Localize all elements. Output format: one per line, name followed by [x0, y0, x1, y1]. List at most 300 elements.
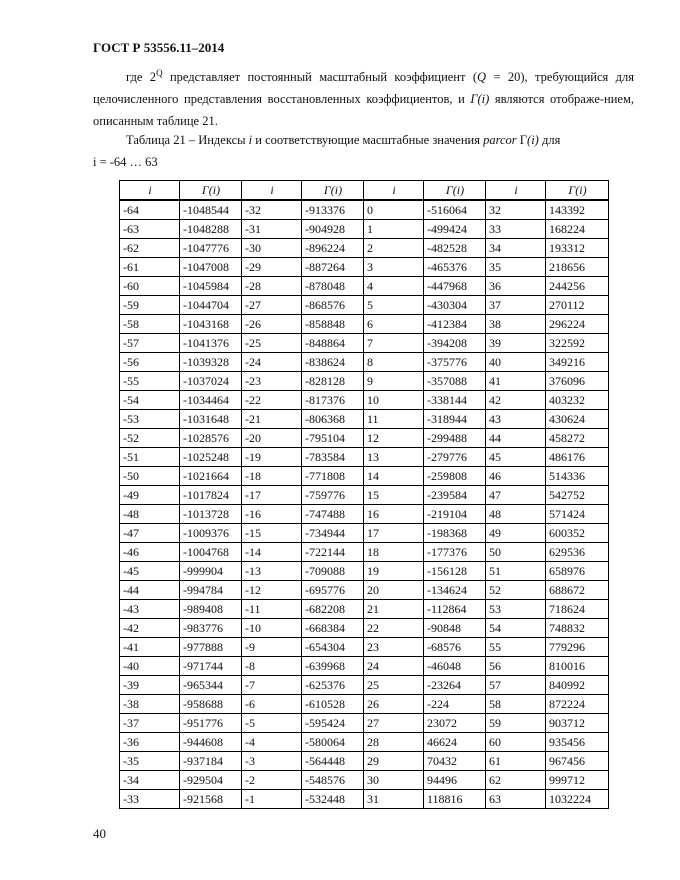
- table-row: [120, 562, 609, 581]
- table-cell: -52: [120, 429, 180, 448]
- table-cell: 17: [364, 524, 424, 543]
- table-cell: 658976: [546, 562, 609, 581]
- table-cell: -49: [120, 486, 180, 505]
- table-row: [120, 410, 609, 429]
- table-cell: 1032224: [546, 790, 609, 809]
- table-cell: -734944: [302, 524, 364, 543]
- table-caption: Таблица 21 – Индексы i и соответствующие масштабные значения parcor Γ(i) для i = -64 … 63: [93, 133, 561, 169]
- table-cell: -858848: [302, 315, 364, 334]
- table-cell: -878048: [302, 277, 364, 296]
- table-cell: 58: [486, 695, 546, 714]
- table-cell: 11: [364, 410, 424, 429]
- table-cell: 46624: [424, 733, 486, 752]
- table-cell: 37: [486, 296, 546, 315]
- table-cell: -50: [120, 467, 180, 486]
- table-cell: -1013728: [180, 505, 242, 524]
- table-cell: 62: [486, 771, 546, 790]
- table-cell: -1009376: [180, 524, 242, 543]
- table-cell: -9: [242, 638, 302, 657]
- table-cell: 25: [364, 676, 424, 695]
- table-cell: 6: [364, 315, 424, 334]
- table-cell: 244256: [546, 277, 609, 296]
- table-cell: -977888: [180, 638, 242, 657]
- table-cell: 2: [364, 239, 424, 258]
- column-header: i: [486, 181, 546, 201]
- table-cell: 840992: [546, 676, 609, 695]
- table-cell: 48: [486, 505, 546, 524]
- table-cell: 458272: [546, 429, 609, 448]
- table-cell: 19: [364, 562, 424, 581]
- table-cell: 322592: [546, 334, 609, 353]
- table-cell: -625376: [302, 676, 364, 695]
- table-cell: -53: [120, 410, 180, 429]
- table-cell: -19: [242, 448, 302, 467]
- table-row: [120, 505, 609, 524]
- table-cell: -817376: [302, 391, 364, 410]
- table-cell: 270112: [546, 296, 609, 315]
- table-cell: -59: [120, 296, 180, 315]
- table-cell: -45: [120, 562, 180, 581]
- table-cell: -944608: [180, 733, 242, 752]
- table-cell: -43: [120, 600, 180, 619]
- table-cell: -848864: [302, 334, 364, 353]
- table-cell: -60: [120, 277, 180, 296]
- table-row: [120, 220, 609, 239]
- table-cell: 49: [486, 524, 546, 543]
- table-cell: 486176: [546, 448, 609, 467]
- table-row: [120, 372, 609, 391]
- table-row: [120, 676, 609, 695]
- table-cell: -682208: [302, 600, 364, 619]
- table-cell: -548576: [302, 771, 364, 790]
- table-cell: -38: [120, 695, 180, 714]
- table-cell: -795104: [302, 429, 364, 448]
- table-cell: -447968: [424, 277, 486, 296]
- table-cell: -58: [120, 315, 180, 334]
- column-header: i: [120, 181, 180, 201]
- table-cell: -709088: [302, 562, 364, 581]
- table-cell: -26: [242, 315, 302, 334]
- table-row: [120, 467, 609, 486]
- table-cell: 3: [364, 258, 424, 277]
- table-cell: 32: [486, 200, 546, 220]
- table-cell: -51: [120, 448, 180, 467]
- table-cell: -983776: [180, 619, 242, 638]
- table-cell: 10: [364, 391, 424, 410]
- table-cell: -57: [120, 334, 180, 353]
- table-cell: -564448: [302, 752, 364, 771]
- table-cell: 430624: [546, 410, 609, 429]
- page-number: 40: [93, 826, 106, 841]
- table-cell: -219104: [424, 505, 486, 524]
- table-cell: -338144: [424, 391, 486, 410]
- table-cell: 55: [486, 638, 546, 657]
- table-cell: -1048288: [180, 220, 242, 239]
- table-cell: 810016: [546, 657, 609, 676]
- table-cell: 45: [486, 448, 546, 467]
- table-cell: -838624: [302, 353, 364, 372]
- table-cell: -198368: [424, 524, 486, 543]
- table-cell: -806368: [302, 410, 364, 429]
- table-cell: -6: [242, 695, 302, 714]
- table-cell: -68576: [424, 638, 486, 657]
- table-cell: 4: [364, 277, 424, 296]
- table-cell: -33: [120, 790, 180, 809]
- table-cell: -639968: [302, 657, 364, 676]
- table-cell: -279776: [424, 448, 486, 467]
- column-header: i: [242, 181, 302, 201]
- table-cell: 22: [364, 619, 424, 638]
- table-cell: -759776: [302, 486, 364, 505]
- table-cell: 1: [364, 220, 424, 239]
- table-cell: -904928: [302, 220, 364, 239]
- table-cell: -1021664: [180, 467, 242, 486]
- table-cell: 9: [364, 372, 424, 391]
- table-cell: -55: [120, 372, 180, 391]
- table-cell: 33: [486, 220, 546, 239]
- table-row: [120, 353, 609, 372]
- table-cell: 24: [364, 657, 424, 676]
- table-row: [120, 752, 609, 771]
- table-cell: -21: [242, 410, 302, 429]
- table-cell: -412384: [424, 315, 486, 334]
- document-title: ГОСТ Р 53556.11–2014: [93, 40, 225, 55]
- table-row: [120, 619, 609, 638]
- table-cell: -828128: [302, 372, 364, 391]
- table-cell: 52: [486, 581, 546, 600]
- table-cell: -1043168: [180, 315, 242, 334]
- table-row: [120, 638, 609, 657]
- table-cell: -994784: [180, 581, 242, 600]
- table-cell: 60: [486, 733, 546, 752]
- table-cell: -37: [120, 714, 180, 733]
- table-cell: 31: [364, 790, 424, 809]
- table-cell: 94496: [424, 771, 486, 790]
- table-cell: 42: [486, 391, 546, 410]
- table-cell: -62: [120, 239, 180, 258]
- column-header: Γ(i): [302, 181, 364, 201]
- table-cell: -35: [120, 752, 180, 771]
- table-row: [120, 239, 609, 258]
- table-cell: -913376: [302, 200, 364, 220]
- table-cell: -499424: [424, 220, 486, 239]
- table-cell: -465376: [424, 258, 486, 277]
- table-cell: -482528: [424, 239, 486, 258]
- table-cell: 903712: [546, 714, 609, 733]
- table-cell: -24: [242, 353, 302, 372]
- table-cell: 872224: [546, 695, 609, 714]
- table-cell: -15: [242, 524, 302, 543]
- table-cell: -7: [242, 676, 302, 695]
- table-cell: 8: [364, 353, 424, 372]
- table-cell: -32: [242, 200, 302, 220]
- table-cell: 143392: [546, 200, 609, 220]
- table-cell: -430304: [424, 296, 486, 315]
- table-cell: 349216: [546, 353, 609, 372]
- table-cell: -20: [242, 429, 302, 448]
- table-cell: 36: [486, 277, 546, 296]
- table-cell: 57: [486, 676, 546, 695]
- table-cell: -971744: [180, 657, 242, 676]
- table-row: [120, 200, 609, 220]
- table-cell: -134624: [424, 581, 486, 600]
- table-cell: -318944: [424, 410, 486, 429]
- table-cell: -1: [242, 790, 302, 809]
- table-cell: 40: [486, 353, 546, 372]
- table-cell: -64: [120, 200, 180, 220]
- table-cell: 46: [486, 467, 546, 486]
- table-cell: 53: [486, 600, 546, 619]
- column-header: Γ(i): [546, 181, 609, 201]
- table-cell: -25: [242, 334, 302, 353]
- table-cell: -90848: [424, 619, 486, 638]
- table-cell: -46: [120, 543, 180, 562]
- table-cell: 0: [364, 200, 424, 220]
- table-cell: -224: [424, 695, 486, 714]
- table-cell: -23264: [424, 676, 486, 695]
- table-cell: 23: [364, 638, 424, 657]
- table-cell: 61: [486, 752, 546, 771]
- table-row: [120, 524, 609, 543]
- table-cell: -896224: [302, 239, 364, 258]
- table-cell: -56: [120, 353, 180, 372]
- table-cell: -28: [242, 277, 302, 296]
- table-cell: 20: [364, 581, 424, 600]
- table-cell: 56: [486, 657, 546, 676]
- table-cell: -299488: [424, 429, 486, 448]
- table-cell: -595424: [302, 714, 364, 733]
- table-cell: 600352: [546, 524, 609, 543]
- table-cell: 50: [486, 543, 546, 562]
- table-cell: 542752: [546, 486, 609, 505]
- table-cell: 168224: [546, 220, 609, 239]
- table-row: [120, 334, 609, 353]
- table-cell: 12: [364, 429, 424, 448]
- table-cell: -54: [120, 391, 180, 410]
- table-cell: -989408: [180, 600, 242, 619]
- table-cell: -39: [120, 676, 180, 695]
- table-cell: 7: [364, 334, 424, 353]
- table-cell: -958688: [180, 695, 242, 714]
- table-cell: 63: [486, 790, 546, 809]
- table-cell: 999712: [546, 771, 609, 790]
- table-cell: -13: [242, 562, 302, 581]
- table-cell: -375776: [424, 353, 486, 372]
- table-row: [120, 543, 609, 562]
- table-cell: -5: [242, 714, 302, 733]
- table-cell: -48: [120, 505, 180, 524]
- table-cell: -47: [120, 524, 180, 543]
- table-cell: -27: [242, 296, 302, 315]
- table-row: [120, 714, 609, 733]
- table-cell: -1041376: [180, 334, 242, 353]
- table-cell: 514336: [546, 467, 609, 486]
- table-cell: -965344: [180, 676, 242, 695]
- table-cell: 688672: [546, 581, 609, 600]
- table-row: [120, 695, 609, 714]
- table-cell: -16: [242, 505, 302, 524]
- table-cell: 44: [486, 429, 546, 448]
- table-cell: -1047008: [180, 258, 242, 277]
- superscript-q: Q: [156, 68, 163, 78]
- table-cell: -357088: [424, 372, 486, 391]
- table-cell: -1037024: [180, 372, 242, 391]
- table-cell: -177376: [424, 543, 486, 562]
- table-cell: -695776: [302, 581, 364, 600]
- table-row: [120, 448, 609, 467]
- table-cell: 21: [364, 600, 424, 619]
- table-cell: -34: [120, 771, 180, 790]
- table-row: [120, 733, 609, 752]
- table-cell: -999904: [180, 562, 242, 581]
- table-cell: 39: [486, 334, 546, 353]
- column-header: Γ(i): [180, 181, 242, 201]
- table-cell: -239584: [424, 486, 486, 505]
- table-cell: -771808: [302, 467, 364, 486]
- table-cell: -41: [120, 638, 180, 657]
- table-cell: 376096: [546, 372, 609, 391]
- table-cell: -14: [242, 543, 302, 562]
- table-cell: -3: [242, 752, 302, 771]
- table-row: [120, 296, 609, 315]
- table-cell: -61: [120, 258, 180, 277]
- table-cell: -1048544: [180, 200, 242, 220]
- table-row: [120, 600, 609, 619]
- table-cell: -516064: [424, 200, 486, 220]
- gamma-table: [119, 180, 609, 809]
- table-cell: 748832: [546, 619, 609, 638]
- table-cell: 23072: [424, 714, 486, 733]
- table-cell: -22: [242, 391, 302, 410]
- table-row: [120, 315, 609, 334]
- table-cell: -2: [242, 771, 302, 790]
- table-cell: -46048: [424, 657, 486, 676]
- table-row: [120, 391, 609, 410]
- table-cell: 779296: [546, 638, 609, 657]
- table-cell: -1025248: [180, 448, 242, 467]
- table-cell: -11: [242, 600, 302, 619]
- table-cell: 403232: [546, 391, 609, 410]
- table-cell: -112864: [424, 600, 486, 619]
- table-cell: 29: [364, 752, 424, 771]
- table-row: [120, 429, 609, 448]
- table-cell: 41: [486, 372, 546, 391]
- table-cell: 14: [364, 467, 424, 486]
- table-cell: -31: [242, 220, 302, 239]
- table-cell: 629536: [546, 543, 609, 562]
- table-cell: -654304: [302, 638, 364, 657]
- column-header: Γ(i): [424, 181, 486, 201]
- table-cell: 35: [486, 258, 546, 277]
- table-cell: -722144: [302, 543, 364, 562]
- table-cell: 193312: [546, 239, 609, 258]
- table-cell: -580064: [302, 733, 364, 752]
- table-cell: 28: [364, 733, 424, 752]
- table-cell: -937184: [180, 752, 242, 771]
- table-cell: -951776: [180, 714, 242, 733]
- table-cell: -36: [120, 733, 180, 752]
- table-cell: 26: [364, 695, 424, 714]
- table-cell: -1047776: [180, 239, 242, 258]
- table-cell: 43: [486, 410, 546, 429]
- table-cell: 54: [486, 619, 546, 638]
- table-row: [120, 486, 609, 505]
- table-cell: 30: [364, 771, 424, 790]
- table-cell: 47: [486, 486, 546, 505]
- caption-range: i = -64 … 63: [93, 155, 158, 169]
- table-cell: 51: [486, 562, 546, 581]
- table-cell: -17: [242, 486, 302, 505]
- table-cell: -610528: [302, 695, 364, 714]
- table-cell: -156128: [424, 562, 486, 581]
- table-row: [120, 277, 609, 296]
- table-cell: -887264: [302, 258, 364, 277]
- table-cell: -1039328: [180, 353, 242, 372]
- table-row: [120, 657, 609, 676]
- table-cell: -23: [242, 372, 302, 391]
- table-cell: 70432: [424, 752, 486, 771]
- table-cell: -29: [242, 258, 302, 277]
- table-cell: -30: [242, 239, 302, 258]
- table-row: [120, 581, 609, 600]
- table-cell: 571424: [546, 505, 609, 524]
- table-cell: 27: [364, 714, 424, 733]
- table-cell: -868576: [302, 296, 364, 315]
- table-cell: 13: [364, 448, 424, 467]
- table-row: [120, 258, 609, 277]
- table-cell: 59: [486, 714, 546, 733]
- table-header-row: [120, 181, 609, 201]
- table-cell: 38: [486, 315, 546, 334]
- table-cell: -929504: [180, 771, 242, 790]
- table-cell: -394208: [424, 334, 486, 353]
- table-cell: 18: [364, 543, 424, 562]
- table-cell: -1017824: [180, 486, 242, 505]
- table-cell: -783584: [302, 448, 364, 467]
- gamma-symbol: Γ(i): [470, 92, 490, 107]
- table-cell: -12: [242, 581, 302, 600]
- table-cell: -668384: [302, 619, 364, 638]
- table-cell: 16: [364, 505, 424, 524]
- table-cell: 967456: [546, 752, 609, 771]
- table-cell: 296224: [546, 315, 609, 334]
- table-cell: -42: [120, 619, 180, 638]
- body-paragraph: где $2^Q$ представляет постоянный масштабный коэффициент (Q = 20), требующийся для целочисленного представления восстановленных коэффициентов, и Γ(i) являются отображе-нием, описанным таблице 21.: [93, 68, 634, 129]
- table-cell: -1044704: [180, 296, 242, 315]
- table-cell: 718624: [546, 600, 609, 619]
- column-header: i: [364, 181, 424, 201]
- table-cell: -44: [120, 581, 180, 600]
- table-cell: -747488: [302, 505, 364, 524]
- table-cell: -63: [120, 220, 180, 239]
- table-cell: -1045984: [180, 277, 242, 296]
- table-cell: -1034464: [180, 391, 242, 410]
- table-row: [120, 790, 609, 809]
- table-cell: -532448: [302, 790, 364, 809]
- table-cell: -1028576: [180, 429, 242, 448]
- table-cell: -1004768: [180, 543, 242, 562]
- table-cell: -259808: [424, 467, 486, 486]
- table-cell: 5: [364, 296, 424, 315]
- table-cell: -40: [120, 657, 180, 676]
- table-cell: -1031648: [180, 410, 242, 429]
- table-cell: -18: [242, 467, 302, 486]
- table-cell: -4: [242, 733, 302, 752]
- table-cell: -8: [242, 657, 302, 676]
- table-cell: 935456: [546, 733, 609, 752]
- table-cell: 15: [364, 486, 424, 505]
- table-cell: 34: [486, 239, 546, 258]
